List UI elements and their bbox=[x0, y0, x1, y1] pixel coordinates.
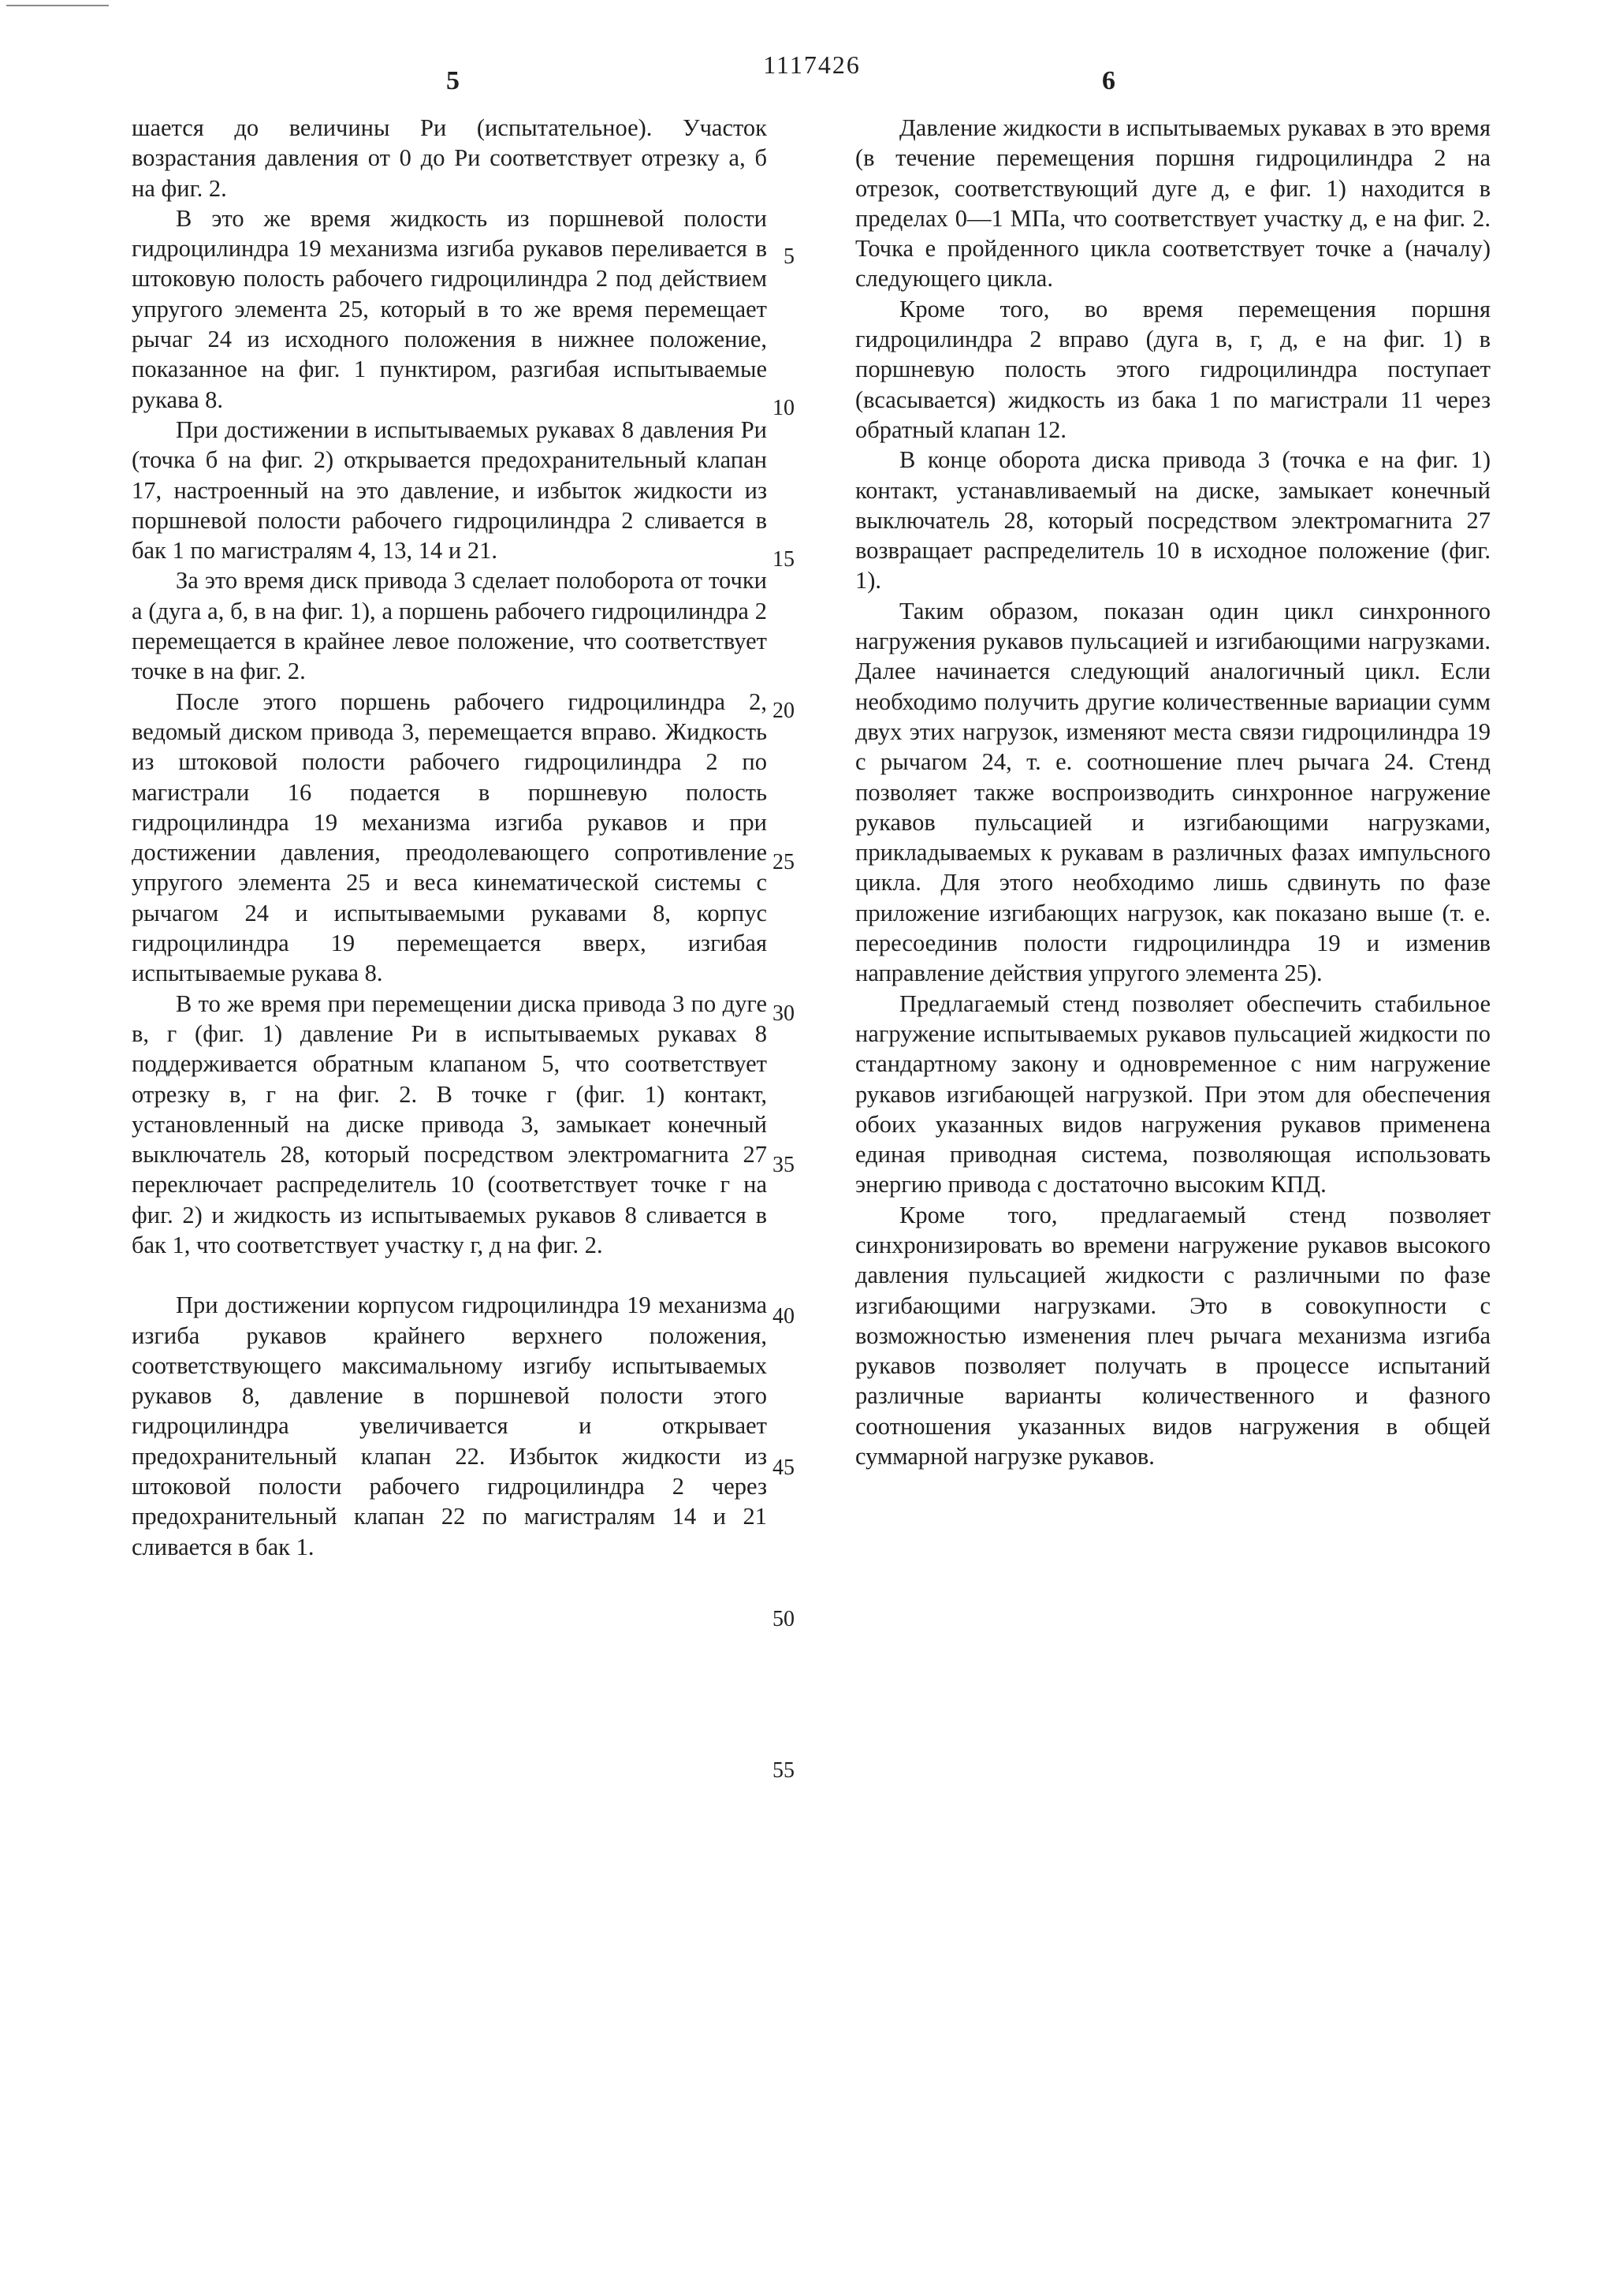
paragraph: При достижении в испытываемых рукавах 8 давления Pи (точка б на фиг. 2) открывается предохранительный клапан 17, настроенный на это давление, и избыток жидкости из поршневой полости рабочего гидроцилиндра 2 сливается в бак 1 по магистралям 4, 13, 14 и 21. bbox=[132, 416, 767, 565]
page-number-left: 5 bbox=[446, 66, 460, 95]
line-number: 10 bbox=[772, 396, 795, 420]
line-number: 30 bbox=[772, 1001, 795, 1026]
paragraph: Кроме того, во время перемещения поршня гидроцилиндра 2 вправо (дуга в, г, д, е на фиг. 1) в поршневую полость этого гидроцилиндра поступает (всасывается) жидкость из бака 1 по магистрали 11 через обратный клапан 12. bbox=[855, 295, 1491, 443]
page-number-right: 6 bbox=[1102, 66, 1115, 95]
paragraph: шается до величины Pи (испытательное). Участок возрастания давления от 0 до Pи соответствует отрезку а, б на фиг. 2. bbox=[132, 114, 767, 202]
line-number: 55 bbox=[772, 1758, 795, 1783]
top-edge-rule bbox=[6, 5, 109, 6]
line-number: 35 bbox=[772, 1153, 795, 1177]
paragraph: После этого поршень рабочего гидроцилиндра 2, ведомый диском привода 3, перемещается вправо. Жидкость из штоковой полости рабочего гидроцилиндра 2 по магистрали 16 подается в поршневую полость гидроцилиндра 19 механизма изгиба рукавов и при достижении давления, преодолевающего сопротивление упругого элемента 25 и веса кинематической системы с рычагом 24 и испытываемыми рукавами 8, корпус гидроцилиндра 19 перемещается вверх, изгибая испытываемые рукава 8. bbox=[132, 688, 767, 987]
paragraph: За это время диск привода 3 сделает полоборота от точки а (дуга а, б, в на фиг. 1), а поршень рабочего гидроцилиндра 2 перемещается в крайнее левое положение, что соответствует точке в на фиг. 2. bbox=[132, 567, 767, 685]
line-number: 50 bbox=[772, 1607, 795, 1631]
line-number: 25 bbox=[772, 850, 795, 874]
line-number: 15 bbox=[772, 547, 795, 572]
paragraph: Предлагаемый стенд позволяет обеспечить стабильное нагружение испытываемых рукавов пульсацией жидкости по стандартному закону и одновременное с ним нагружение рукавов изгибающей нагрузкой. При этом для обеспечения обоих указанных видов нагружения рукавов применена единая приводная система, позволяющая использовать энергию привода с достаточно высоким КПД. bbox=[855, 990, 1491, 1198]
paragraph: В это же время жидкость из поршневой полости гидроцилиндра 19 механизма изгиба рукавов переливается в штоковую полость рабочего гидроцилиндра 2 под действием упругого элемента 25, который в то же время перемещает рычаг 24 из исходного положения в нижнее положение, показанное на фиг. 1 пунктиром, разгибая испытываемые рукава 8. bbox=[132, 204, 767, 413]
line-number: 20 bbox=[772, 699, 795, 723]
paragraph: При достижении корпусом гидроцилиндра 19 механизма изгиба рукавов крайнего верхнего положения, соответствующего максимальному изгибу испытываемых рукавов 8, давление в поршневой полости этого гидроцилиндра увеличивается и открывает предохранительный клапан 22. Избыток жидкости из штоковой полости рабочего гидроцилиндра 2 через предохранительный клапан 22 по магистралям 14 и 21 сливается в бак 1. bbox=[132, 1292, 767, 1560]
line-number: 5 bbox=[784, 244, 795, 269]
line-number: 45 bbox=[772, 1456, 795, 1480]
paragraph: В то же время при перемещении диска привода 3 по дуге в, г (фиг. 1) давление Pи в испытываемых рукавах 8 поддерживается обратным клапаном 5, что соответствует отрезку в, г на фиг. 2. В точке г (фиг. 1) контакт, установленный на диске привода 3, замыкает конечный выключатель 28, который посредством электромагнита 27 переключает распределитель 10 (соответствует точке г на фиг. 2) и жидкость из испытываемых рукавов 8 сливается в бак 1, что соответствует участку г, д на фиг. 2. bbox=[132, 990, 767, 1258]
paragraph: Давление жидкости в испытываемых рукавах в это время (в течение перемещения поршня гидроцилиндра 2 на отрезок, соответствующий дуге д, е фиг. 1) находится в пределах 0—1 МПа, что соответствует участку д, е на фиг. 2. Точка е пройденного цикла соответствует точке а (началу) следующего цикла. bbox=[855, 114, 1491, 293]
patent-number: 1117426 bbox=[763, 50, 861, 79]
line-number: 40 bbox=[772, 1304, 795, 1329]
paragraph: Таким образом, показан один цикл синхронного нагружения рукавов пульсацией и изгибающими нагрузками. Далее начинается следующий аналогичный цикл. Если необходимо получить другие количественные вариации сумм двух этих нагрузок, изменяют места связи гидроцилиндра 19 с рычагом 24, т. е. соотношение плеч рычага 24. Стенд позволяет также воспроизводить синхронное нагружение рукавов пульсацией и изгибающими нагрузками, прикладываемых к рукавам в различных фазах импульсного цикла. Для этого необходимо лишь сдвинуть по фазе приложение изгибающих нагрузок, как показано выше (т. е. пересоединив полости гидроцилиндра 19 и изменив направление действия упругого элемента 25). bbox=[855, 597, 1491, 987]
paragraph: В конце оборота диска привода 3 (точка е на фиг. 1) контакт, устанавливаемый на диске, замыкает конечный выключатель 28, который посредством электромагнита 27 возвращает распределитель 10 в исходное положение (фиг. 1). bbox=[855, 446, 1491, 594]
paragraph: Кроме того, предлагаемый стенд позволяет синхронизировать во времени нагружение рукавов высокого давления пульсацией жидкости с различными по фазе изгибающими нагрузками. Это в совокупности с возможностью изменения плеч рычага механизма изгиба рукавов позволяет получать в процессе испытаний различные варианты количественного и фазного соотношения указанных видов нагружения в общей суммарной нагрузке рукавов. bbox=[855, 1201, 1491, 1470]
right-text-column bbox=[855, 113, 1491, 1471]
left-text-column bbox=[132, 113, 767, 1562]
